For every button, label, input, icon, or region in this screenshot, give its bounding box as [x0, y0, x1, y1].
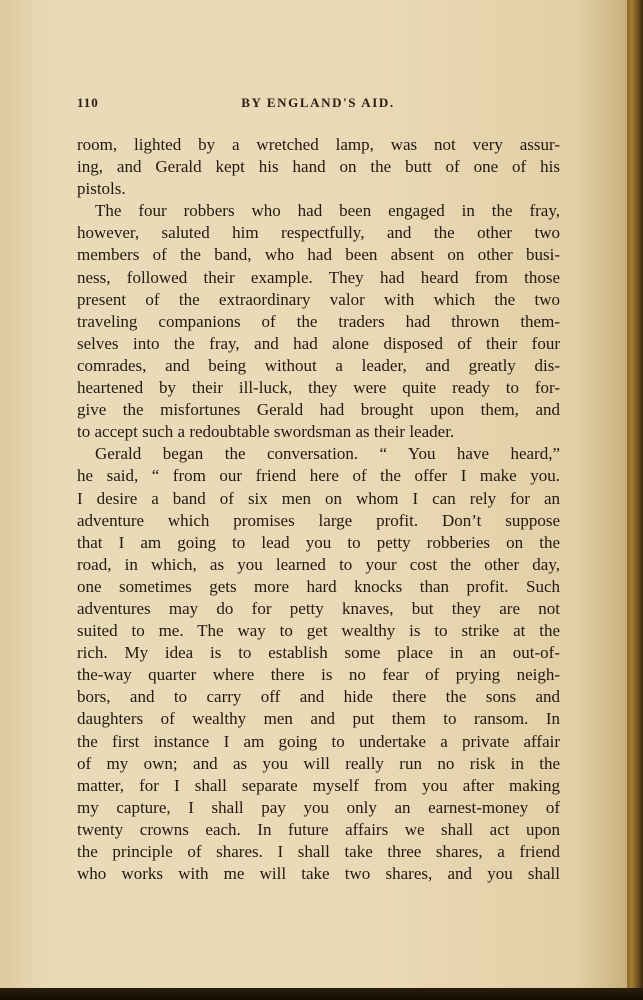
text-line: ness, followed their example. They had heard from those [77, 267, 560, 287]
text-line: bors, and to carry off and hide there the sons and [77, 687, 560, 707]
text-line: he said, “ from our friend here of the offer I make you. [77, 466, 560, 486]
page-edge-bottom [0, 988, 643, 1000]
text-line: the first instance I am going to undertake a private affair [77, 731, 560, 751]
text-line: adventure which promises large profit. Don’t suppose [77, 510, 560, 530]
text-line: I desire a band of six men on whom I can rely for an [77, 488, 560, 508]
text-line: heartened by their ill-luck, they were quite ready to for- [77, 378, 560, 398]
text-line: members of the band, who had been absent on other busi- [77, 245, 560, 265]
text-line: twenty crowns each. In future affairs we shall act upon [77, 819, 560, 839]
text-line: ing, and Gerald kept his hand on the butt of one of his [77, 157, 560, 177]
text-line: traveling companions of the traders had thrown them- [77, 311, 560, 331]
body-text [77, 134, 560, 885]
text-line: suited to me. The way to get wealthy is to strike at the [77, 621, 560, 641]
text-line: give the misfortunes Gerald had brought upon them, and [77, 400, 560, 420]
text-line: road, in which, as you learned to your cost the other day, [77, 554, 560, 574]
text-line: The four robbers who had been engaged in the fray, [95, 201, 560, 221]
running-title: BY ENGLAND'S AID. [241, 95, 395, 110]
text-line: to accept such a redoubtable swordsman as their leader. [77, 422, 455, 442]
text-line: daughters of wealthy men and put them to ransom. In [77, 709, 560, 729]
text-line: adventures may do for petty knaves, but they are not [77, 598, 560, 618]
text-line: present of the extraordinary valor with which the two [77, 289, 560, 309]
text-line: the-way quarter where there is no fear of prying neigh- [77, 665, 560, 685]
text-line: of my own; and as you will really run no risk in the [77, 753, 560, 773]
page-header [77, 95, 559, 117]
text-line: my capture, I shall pay you only an earnest-money of [77, 797, 560, 817]
text-line: room, lighted by a wretched lamp, was not very assur- [77, 135, 560, 154]
text-line: one sometimes gets more hard knocks than profit. Such [77, 576, 560, 596]
text-line: however, saluted him respectfully, and the other two [77, 223, 560, 243]
text-line: that I am going to lead you to petty robberies on the [77, 532, 560, 552]
text-line: rich. My idea is to establish some place in an out-of- [77, 643, 560, 663]
text-line: who works with me will take two shares, and you shall [77, 864, 560, 884]
text-line: the principle of shares. I shall take three shares, a friend [77, 842, 560, 861]
text-line: selves into the fray, and had alone disposed of their four [77, 333, 560, 353]
text-line: Gerald began the conversation. “ You have heard,” [95, 444, 560, 464]
page-number: 110 [77, 95, 99, 110]
text-line: pistols. [77, 179, 126, 199]
text-line: matter, for I shall separate myself from you after making [77, 775, 560, 795]
page-edge-right [627, 0, 643, 1000]
text-line: comrades, and being without a leader, and greatly dis- [77, 355, 560, 375]
